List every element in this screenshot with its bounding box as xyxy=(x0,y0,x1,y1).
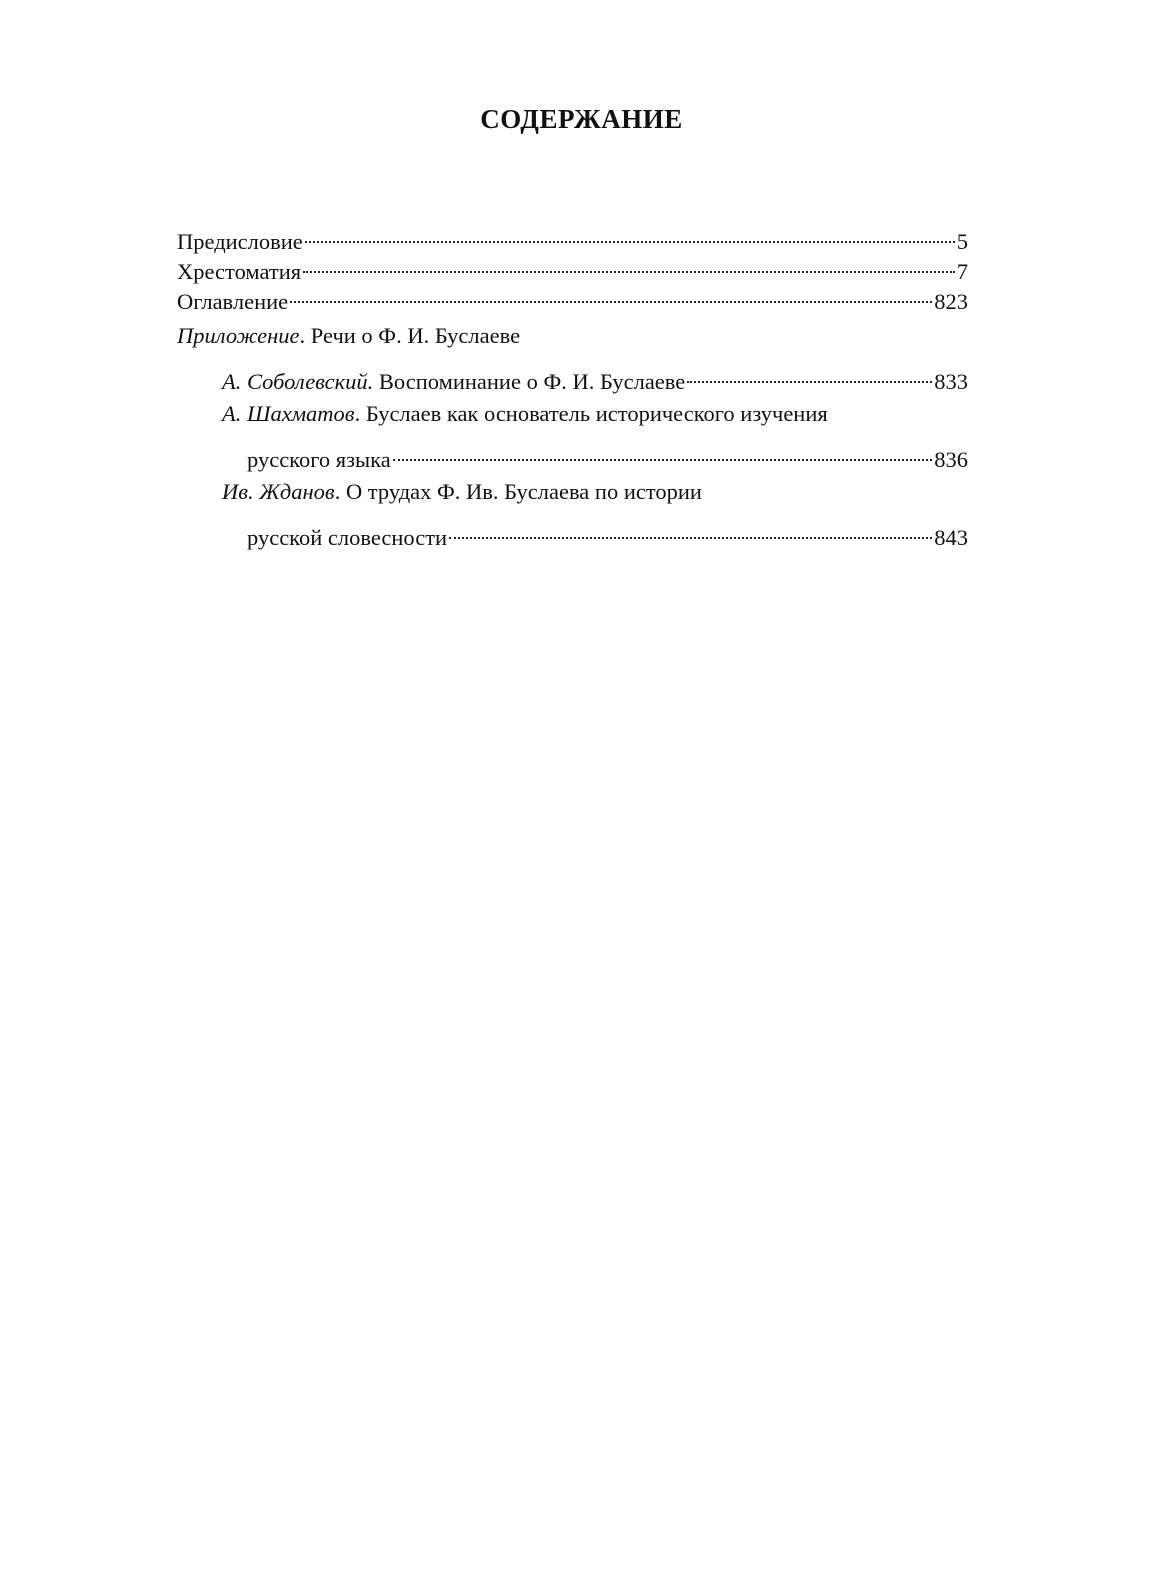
dot-leader xyxy=(393,439,933,467)
appendix-item-zhdanov-title xyxy=(222,478,702,506)
appendix-item-shakhmatov-title xyxy=(222,400,828,428)
page-title: СОДЕРЖАНИЕ xyxy=(480,104,683,134)
toc-entry-page: 7 xyxy=(956,259,968,284)
appendix-heading xyxy=(177,322,520,350)
appendix-item-page: 836 xyxy=(934,447,968,472)
dot-leader xyxy=(687,361,932,389)
appendix-item-text: . Буслаев как основатель исторического изучения xyxy=(354,401,828,426)
toc-entry-contents xyxy=(177,281,968,316)
appendix-item-author: А. Соболевский. xyxy=(222,369,374,394)
appendix-item-page: 833 xyxy=(934,369,968,394)
appendix-heading-text: . Речи о Ф. И. Буслаеве xyxy=(299,323,521,348)
dot-leader xyxy=(305,221,955,249)
appendix-item-continuation: русской словесности xyxy=(247,525,448,550)
toc-entry-page: 5 xyxy=(956,229,968,254)
appendix-item-author: Ив. Жданов xyxy=(222,479,335,504)
appendix-item-author: А. Шахматов xyxy=(222,401,355,426)
toc-entry-label: Хрестоматия xyxy=(177,259,302,284)
appendix-item-text: Воспоминание о Ф. И. Буслаеве xyxy=(373,369,686,394)
appendix-item-continuation: русского языка xyxy=(247,447,391,472)
appendix-item-title xyxy=(222,368,685,396)
appendix-item-sobolevsky xyxy=(222,361,968,396)
toc-entry-page: 823 xyxy=(934,289,968,314)
toc-entry-label: Предисловие xyxy=(177,229,303,254)
dot-leader xyxy=(303,251,955,279)
dot-leader xyxy=(290,281,932,309)
toc-entry-label: Оглавление xyxy=(177,289,289,314)
appendix-heading-italic: Приложение xyxy=(177,323,300,348)
appendix-item-shakhmatov xyxy=(247,439,968,474)
appendix-item-page: 843 xyxy=(934,525,968,550)
appendix-item-zhdanov xyxy=(247,517,968,552)
dot-leader xyxy=(449,517,932,545)
appendix-item-text: . О трудах Ф. Ив. Буслаева по истории xyxy=(334,479,702,504)
